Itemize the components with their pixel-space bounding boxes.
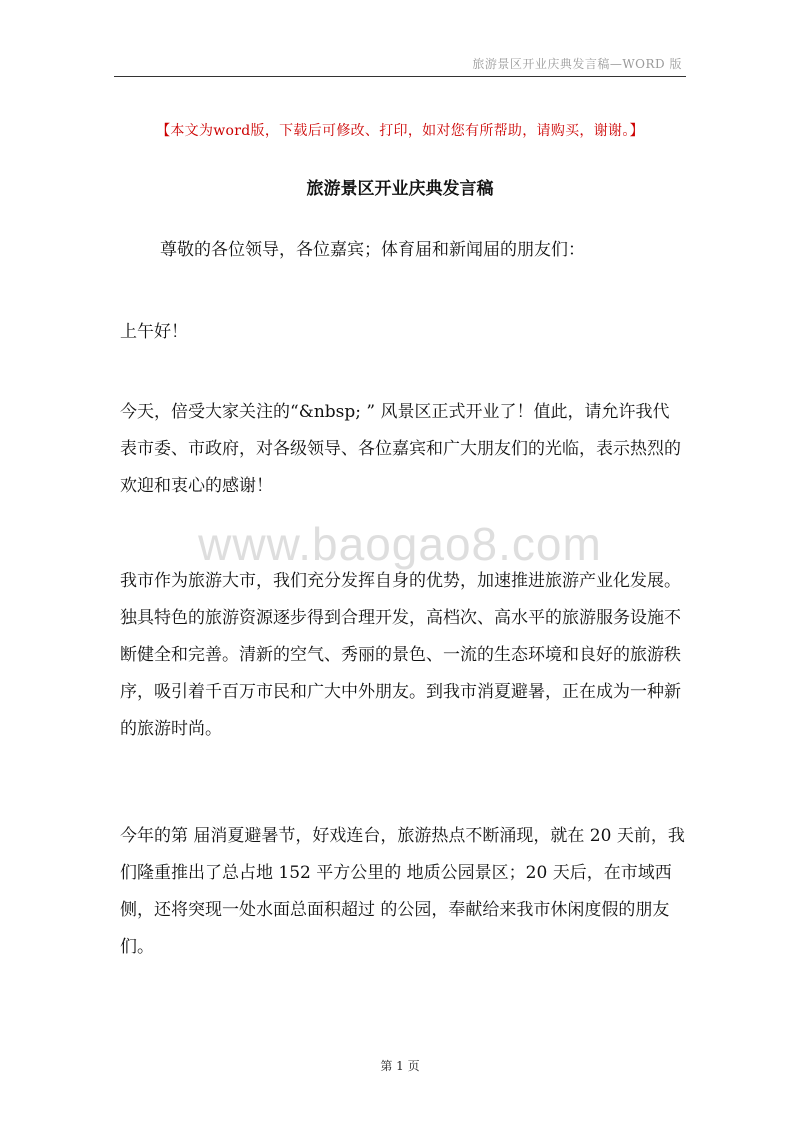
watermark: www.baogao8.com: [198, 518, 602, 570]
paragraph-1: 今天，倍受大家关注的“&nbsp; ” 风景区正式开业了！值此，请允许我代表市委、市政府，对各级领导、各位嘉宾和广大朋友们的光临，表示热烈的欢迎和衷心的感谢！: [120, 402, 681, 496]
salutation: 尊敬的各位领导，各位嘉宾；体育届和新闻届的朋友们：: [160, 240, 585, 260]
paragraph-3: 今年的第 届消夏避暑节，好戏连台，旅游热点不断涌现，就在 20 天前，我们隆重推出了总占地 152 平方公里的 地质公园景区；20 天后，在市域西侧，还将突现一处水面总面积超过 的公园，奉献给来我市休闲度假的朋友们。: [120, 826, 685, 957]
purchase-notice: 【本文为word版，下载后可修改、打印，如对您有所帮助，请购买，谢谢。】: [156, 123, 644, 139]
page-number: 第 1 页: [380, 1059, 420, 1073]
document-title: 旅游景区开业庆典发言稿: [306, 179, 494, 199]
greeting: 上午好！: [120, 322, 188, 342]
running-header: 旅游景区开业庆典发言稿—WORD 版: [472, 57, 682, 71]
header-divider: [114, 76, 686, 77]
paragraph-2: 我市作为旅游大市，我们充分发挥自身的优势，加速推进旅游产业化发展。独具特色的旅游资源逐步得到合理开发，高档次、高水平的旅游服务设施不断健全和完善。清新的空气、秀丽的景色、一流的生态环境和良好的旅游秩序，吸引着千百万市民和广大中外朋友。到我市消夏避暑，正在成为一种新的旅游时尚。: [120, 571, 681, 739]
